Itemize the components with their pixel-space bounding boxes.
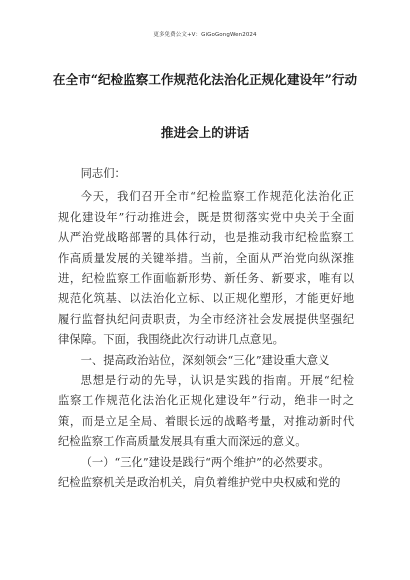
text-line: （一）“三化”建设是践行“两个维护”的必然要求。 — [80, 455, 330, 469]
header-note: 更多免费公文+V：GiGoGongWen2024 — [153, 32, 257, 38]
subsection-heading-1 — [58, 453, 354, 473]
text-line: 作高质量发展的关键举措。当前，全面从严治党向纵深推 — [58, 251, 354, 265]
text-line: 规化建设年”行动推进会，既是贯彻落实党中央关于全面 — [58, 210, 354, 224]
text-line: 一、提高政治站位，深刻领会“三化”建设重大意义 — [80, 353, 330, 367]
text-line: 规范化筑基、以法治化立标、以正规化塑形，才能更好地 — [58, 292, 354, 306]
text-line: 进，纪检监察工作面临新形势、新任务、新要求，唯有以 — [58, 272, 354, 286]
paragraph-2 — [58, 371, 354, 453]
paragraph-1 — [58, 187, 354, 350]
document-title: 在全市“纪检监察工作规范化法治化正规化建设年”行动 — [52, 72, 358, 87]
document-body — [58, 164, 354, 494]
text-line: 监察工作规范化法治化正规化建设年”行动，绝非一时之 — [58, 394, 354, 408]
salutation: 同志们： — [80, 167, 126, 180]
text-line: 纪检监察机关是政治机关，肩负着维护党中央权威和党的 — [58, 476, 341, 490]
text-line: 思想是行动的先导，认识是实践的指南。开展“纪检 — [80, 374, 354, 388]
text-line: 策，而是立足全局、着眼长远的战略考量，对推动新时代 — [58, 414, 354, 428]
section-heading-1 — [58, 351, 354, 371]
text-line: 从严治党战略部署的具体行动，也是推动我市纪检监察工 — [58, 231, 354, 245]
text-line: 履行监督执纪问责职责，为全市经济社会发展提供坚强纪 — [58, 312, 354, 326]
text-line: 纪检监察工作高质量发展具有重大而深远的意义。 — [58, 435, 307, 449]
paragraph-3 — [58, 473, 354, 493]
document-subtitle: 推进会上的讲话 — [160, 125, 250, 140]
text-line: 律保障。下面，我围绕此次行动讲几点意见。 — [58, 333, 284, 347]
text-line: 今天，我们召开全市“纪检监察工作规范化法治化正 — [80, 190, 354, 204]
